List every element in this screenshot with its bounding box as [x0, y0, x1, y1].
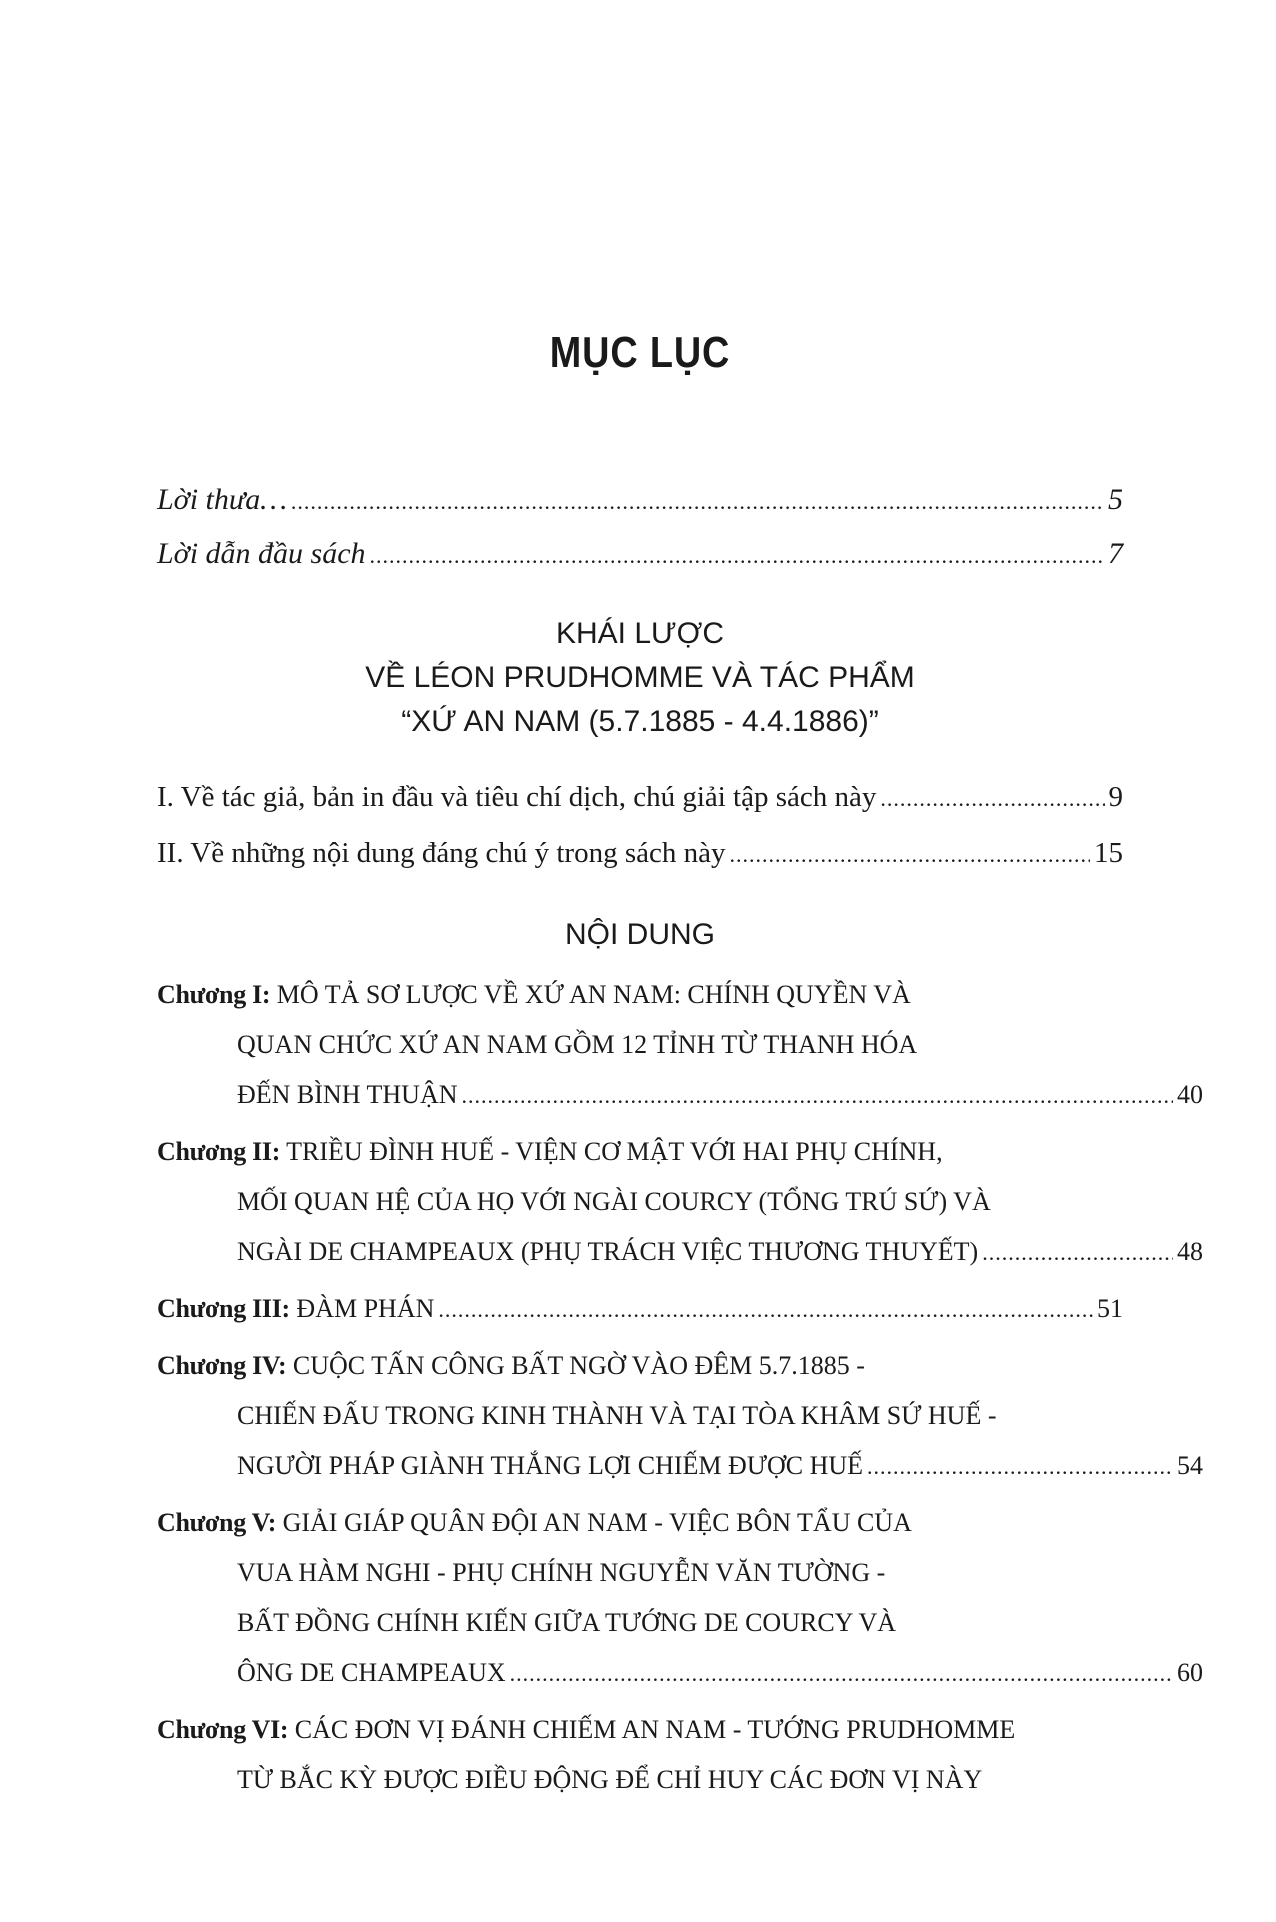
- overview-heading-line2: VỀ LÉON PRUDHOMME VÀ TÁC PHẨM: [365, 661, 915, 694]
- toc-entry-page: 9: [1108, 781, 1123, 813]
- toc-entry-chapter-4[interactable]: [157, 1341, 1203, 1492]
- chapter-title-line: BẤT ĐỒNG CHÍNH KIẾN GIỮA TƯỚNG DE COURCY VÀ: [237, 1608, 897, 1637]
- toc-entry-page: 7: [1108, 537, 1123, 570]
- toc-entry-chapter-5[interactable]: [157, 1498, 1203, 1699]
- toc-entry-page: 60: [1177, 1658, 1203, 1687]
- overview-heading-line3: “XỨ AN NAM (5.7.1885 - 4.4.1886)”: [401, 705, 879, 738]
- chapter-number: Chương III:: [157, 1294, 290, 1323]
- toc-entry-page: 51: [1097, 1294, 1123, 1323]
- toc-entry-label: II. Về những nội dung đáng chú ý trong sách này: [157, 837, 726, 869]
- dot-leader: [438, 1285, 1093, 1335]
- chapter-title-line: QUAN CHỨC XỨ AN NAM GỒM 12 TỈNH TỪ THANH HÓA: [237, 1030, 918, 1059]
- toc-entry-overview-1[interactable]: [157, 770, 1123, 826]
- toc-entry-loi-thua[interactable]: [157, 476, 1123, 526]
- chapter-title-line: ĐẾN BÌNH THUẬN: [237, 1080, 458, 1109]
- chapter-title-line: TỪ BẮC KỲ ĐƯỢC ĐIỀU ĐỘNG ĐỂ CHỈ HUY CÁC ĐƠN VỊ NÀY: [237, 1765, 983, 1794]
- dot-leader: [982, 1228, 1173, 1278]
- chapter-list: [157, 970, 1203, 1811]
- toc-entry-loi-dan[interactable]: [157, 530, 1123, 580]
- dot-leader: [510, 1649, 1173, 1699]
- toc-entry-label: Lời thưa…: [157, 483, 287, 516]
- dot-leader: [370, 532, 1104, 580]
- toc-entry-page: 48: [1177, 1237, 1203, 1266]
- chapter-title-line: GIẢI GIÁP QUÂN ĐỘI AN NAM - VIỆC BÔN TẨU CỦA: [282, 1508, 912, 1537]
- content-heading: NỘI DUNG: [565, 918, 715, 951]
- chapter-title-line: CÁC ĐƠN VỊ ĐÁNH CHIẾM AN NAM - TƯỚNG PRUDHOMME: [294, 1715, 1016, 1744]
- dot-leader: [730, 828, 1091, 882]
- chapter-number: Chương VI:: [157, 1715, 289, 1744]
- toc-entry-page: 15: [1094, 837, 1123, 869]
- chapter-title-line: CHIẾN ĐẤU TRONG KINH THÀNH VÀ TẠI TÒA KHÂM SỨ HUẾ -: [237, 1401, 997, 1430]
- overview-list: [157, 770, 1123, 882]
- toc-entry-label: I. Về tác giả, bản in đầu và tiêu chí dịch, chú giải tập sách này: [157, 781, 877, 813]
- chapter-title-line: CUỘC TẤN CÔNG BẤT NGỜ VÀO ĐÊM 5.7.1885 -: [292, 1351, 865, 1380]
- chapter-number: Chương II:: [157, 1137, 281, 1166]
- toc-entry-page: 5: [1108, 483, 1123, 516]
- chapter-title-line: MÔ TẢ SƠ LƯỢC VỀ XỨ AN NAM: CHÍNH QUYỀN VÀ: [276, 980, 911, 1009]
- toc-entry-chapter-6[interactable]: [157, 1705, 1123, 1805]
- dot-leader: [880, 772, 1104, 826]
- front-matter-list: [157, 476, 1123, 580]
- dot-leader: [291, 478, 1104, 526]
- chapter-title-line: NGÀI DE CHAMPEAUX (PHỤ TRÁCH VIỆC THƯƠNG THUYẾT): [237, 1237, 979, 1266]
- toc-entry-page: 40: [1177, 1080, 1203, 1109]
- toc-entry-chapter-1[interactable]: [157, 970, 1203, 1121]
- toc-entry-overview-2[interactable]: [157, 826, 1123, 882]
- toc-entry-chapter-3[interactable]: [157, 1284, 1123, 1335]
- overview-heading: [157, 612, 1123, 744]
- dot-leader: [867, 1442, 1173, 1492]
- page-title: MỤC LỤC: [549, 328, 731, 377]
- dot-leader: [462, 1071, 1173, 1121]
- toc-entry-page: 54: [1177, 1451, 1203, 1480]
- chapter-title-line: VUA HÀM NGHI - PHỤ CHÍNH NGUYỄN VĂN TƯỜNG -: [237, 1558, 886, 1587]
- chapter-title-line: NGƯỜI PHÁP GIÀNH THẮNG LỢI CHIẾM ĐƯỢC HUẾ: [237, 1451, 864, 1480]
- overview-heading-line1: KHÁI LƯỢC: [555, 617, 725, 650]
- chapter-number: Chương I:: [157, 980, 271, 1009]
- chapter-title-line: TRIỀU ĐÌNH HUẾ - VIỆN CƠ MẬT VỚI HAI PHỤ CHÍNH,: [286, 1137, 943, 1166]
- chapter-title-line: MỐI QUAN HỆ CỦA HỌ VỚI NGÀI COURCY (TỔNG TRÚ SỨ) VÀ: [237, 1187, 991, 1216]
- chapter-number: Chương V:: [157, 1508, 277, 1537]
- toc-entry-label: Lời dẫn đầu sách: [157, 537, 366, 570]
- chapter-number: Chương IV:: [157, 1351, 287, 1380]
- chapter-title-line: ĐÀM PHÁN: [296, 1294, 435, 1323]
- chapter-title-line: ÔNG DE CHAMPEAUX: [237, 1658, 506, 1687]
- toc-entry-chapter-2[interactable]: [157, 1127, 1203, 1278]
